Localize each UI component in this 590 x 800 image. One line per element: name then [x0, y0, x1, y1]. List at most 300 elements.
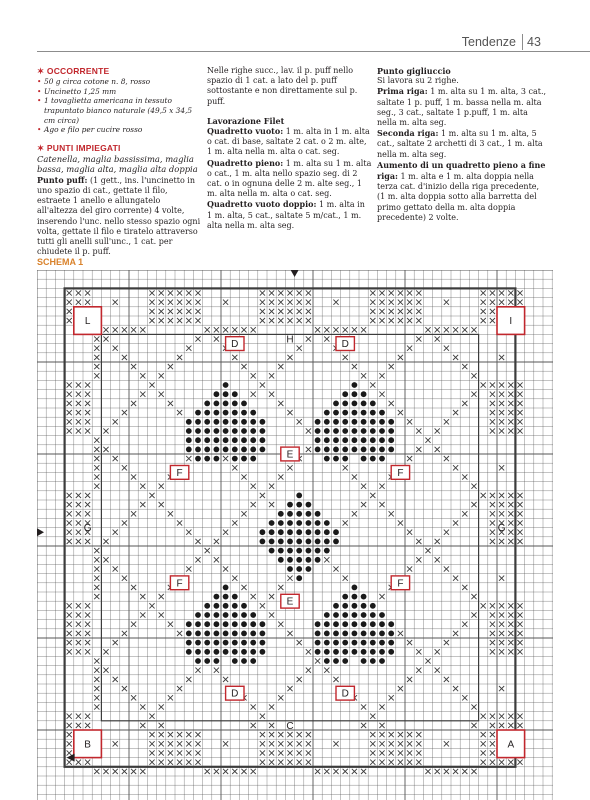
cross-stitch-mark — [85, 714, 90, 719]
filled-dot-mark — [269, 529, 275, 535]
cross-stitch-mark — [444, 327, 449, 332]
cross-stitch-mark — [517, 290, 522, 295]
filled-dot-mark — [260, 640, 266, 646]
filled-dot-mark — [315, 539, 321, 545]
cross-stitch-mark — [306, 750, 311, 755]
cross-stitch-mark — [324, 557, 329, 562]
cross-stitch-mark — [297, 677, 302, 682]
cross-stitch-mark — [67, 640, 72, 645]
cross-stitch-mark — [177, 686, 182, 691]
filled-dot-mark — [214, 391, 220, 397]
cross-stitch-mark — [131, 695, 136, 700]
cross-stitch-mark — [499, 640, 504, 645]
cross-stitch-mark — [94, 474, 99, 479]
cross-stitch-mark — [131, 364, 136, 369]
cross-stitch-mark — [471, 723, 476, 728]
cross-stitch-mark — [297, 309, 302, 314]
cross-stitch-mark — [407, 290, 412, 295]
cross-stitch-mark — [444, 769, 449, 774]
filled-dot-mark — [241, 649, 247, 655]
cross-stitch-mark — [499, 539, 504, 544]
cross-stitch-mark — [517, 530, 522, 535]
filled-dot-mark — [204, 640, 210, 646]
filled-dot-mark — [260, 649, 266, 655]
cross-stitch-mark — [287, 309, 292, 314]
cross-stitch-mark — [508, 511, 513, 516]
filled-dot-mark — [370, 428, 376, 434]
cross-stitch-mark — [140, 769, 145, 774]
cross-stitch-mark — [297, 750, 302, 755]
cross-stitch-mark — [287, 410, 292, 415]
filled-dot-mark — [324, 658, 330, 664]
filled-dot-mark — [388, 419, 394, 425]
filled-dot-mark — [250, 410, 256, 416]
filled-dot-mark — [361, 410, 367, 416]
cross-stitch-mark — [140, 704, 145, 709]
filled-dot-mark — [315, 447, 321, 453]
cross-stitch-mark — [306, 732, 311, 737]
cross-stitch-mark — [67, 631, 72, 636]
quadretto-doppio-paragraph: Quadretto vuoto doppio: 1 m. alta in 1 m. alta, 5 cat., saltate 5 m/cat., 1 m. alta nella m. alta seg. — [207, 199, 365, 230]
cross-stitch-mark — [306, 668, 311, 673]
filled-dot-mark — [315, 649, 321, 655]
cross-stitch-mark — [389, 760, 394, 765]
cross-stitch-mark — [416, 668, 421, 673]
filled-dot-mark — [342, 603, 348, 609]
cross-stitch-mark — [113, 769, 118, 774]
cross-stitch-mark — [195, 732, 200, 737]
cross-stitch-mark — [490, 290, 495, 295]
cross-stitch-mark — [195, 290, 200, 295]
cross-stitch-mark — [306, 447, 311, 452]
filled-dot-mark — [342, 658, 348, 664]
cross-stitch-mark — [168, 750, 173, 755]
cross-stitch-mark — [94, 658, 99, 663]
cross-stitch-mark — [490, 300, 495, 305]
cross-stitch-mark — [343, 576, 348, 581]
cross-stitch-mark — [278, 474, 283, 479]
filled-dot-mark — [287, 529, 293, 535]
cross-stitch-mark — [361, 484, 366, 489]
filled-dot-mark — [232, 447, 238, 453]
filled-dot-mark — [342, 391, 348, 397]
cross-stitch-mark — [149, 714, 154, 719]
filled-dot-mark — [324, 612, 330, 618]
filled-dot-mark — [324, 410, 330, 416]
cross-stitch-mark — [425, 548, 430, 553]
cross-stitch-mark — [113, 327, 118, 332]
cross-stitch-mark — [159, 760, 164, 765]
filled-dot-mark — [214, 410, 220, 416]
cross-stitch-mark — [186, 677, 191, 682]
cross-stitch-mark — [370, 732, 375, 737]
filled-dot-mark — [260, 437, 266, 443]
cross-stitch-mark — [481, 493, 486, 498]
filled-dot-mark — [342, 447, 348, 453]
cross-stitch-mark — [499, 300, 504, 305]
cross-stitch-mark — [508, 649, 513, 654]
filled-dot-mark — [324, 649, 330, 655]
cross-stitch-mark — [103, 327, 108, 332]
cross-stitch-mark — [103, 668, 108, 673]
cross-stitch-mark — [76, 511, 81, 516]
filled-dot-mark — [296, 502, 302, 508]
cross-stitch-mark — [131, 401, 136, 406]
filled-dot-mark — [214, 612, 220, 618]
filled-dot-mark — [241, 447, 247, 453]
cross-stitch-mark — [481, 732, 486, 737]
filled-dot-mark — [260, 529, 266, 535]
cross-stitch-mark — [389, 290, 394, 295]
chart-label: I — [509, 316, 513, 328]
cross-stitch-mark — [177, 318, 182, 323]
cross-stitch-mark — [94, 336, 99, 341]
cross-stitch-mark — [269, 612, 274, 617]
cross-stitch-mark — [76, 428, 81, 433]
filled-dot-mark — [342, 401, 348, 407]
filled-dot-mark — [333, 539, 339, 545]
filled-dot-mark — [232, 631, 238, 637]
cross-stitch-mark — [140, 392, 145, 397]
cross-stitch-mark — [490, 382, 495, 387]
cross-stitch-mark — [159, 741, 164, 746]
cross-stitch-mark — [168, 732, 173, 737]
filled-dot-mark — [388, 649, 394, 655]
cross-stitch-mark — [103, 447, 108, 452]
cross-stitch-mark — [67, 392, 72, 397]
filled-dot-mark — [333, 456, 339, 462]
cross-stitch-mark — [416, 732, 421, 737]
cross-stitch-mark — [85, 511, 90, 516]
cross-stitch-mark — [324, 769, 329, 774]
filled-dot-mark — [195, 428, 201, 434]
cross-stitch-mark — [370, 741, 375, 746]
filled-dot-mark — [260, 621, 266, 627]
cross-stitch-mark — [85, 622, 90, 627]
filled-dot-mark — [260, 447, 266, 453]
cross-stitch-mark — [490, 511, 495, 516]
cross-stitch-mark — [370, 382, 375, 387]
filled-dot-mark — [241, 612, 247, 618]
cross-stitch-mark — [67, 741, 72, 746]
filled-dot-mark — [186, 437, 192, 443]
cross-stitch-mark — [361, 704, 366, 709]
filled-dot-mark — [296, 557, 302, 563]
filled-dot-mark — [214, 621, 220, 627]
cross-stitch-mark — [85, 760, 90, 765]
cross-stitch-mark — [269, 760, 274, 765]
cross-stitch-mark — [343, 520, 348, 525]
cross-stitch-mark — [416, 760, 421, 765]
filled-dot-mark — [361, 594, 367, 600]
cross-stitch-mark — [113, 346, 118, 351]
cross-stitch-mark — [444, 346, 449, 351]
filled-dot-mark — [223, 612, 229, 618]
cross-stitch-mark — [149, 300, 154, 305]
cross-stitch-mark — [287, 300, 292, 305]
cross-stitch-mark — [490, 760, 495, 765]
cross-stitch-mark — [159, 612, 164, 617]
cross-stitch-mark — [398, 520, 403, 525]
punti-heading: ✶ PUNTI IMPIEGATI — [37, 142, 121, 153]
cross-stitch-mark — [195, 741, 200, 746]
cross-stitch-mark — [149, 732, 154, 737]
filled-dot-mark — [306, 502, 312, 508]
cross-stitch-mark — [499, 502, 504, 507]
filled-dot-mark — [352, 382, 358, 388]
cross-stitch-mark — [94, 594, 99, 599]
cross-stitch-mark — [379, 373, 384, 378]
chart-label: F — [176, 467, 183, 479]
cross-stitch-mark — [85, 631, 90, 636]
filled-dot-mark — [361, 419, 367, 425]
cross-stitch-mark — [269, 484, 274, 489]
cross-stitch-mark — [499, 622, 504, 627]
filled-dot-mark — [269, 539, 275, 545]
cross-stitch-mark — [131, 769, 136, 774]
filled-dot-mark — [379, 419, 385, 425]
cross-stitch-mark — [407, 760, 412, 765]
cross-stitch-mark — [517, 428, 522, 433]
cross-stitch-mark — [76, 603, 81, 608]
cross-stitch-mark — [333, 769, 338, 774]
cross-stitch-mark — [67, 732, 72, 737]
cross-stitch-mark — [76, 530, 81, 535]
cross-stitch-mark — [251, 704, 256, 709]
cross-stitch-mark — [407, 640, 412, 645]
cross-stitch-mark — [278, 364, 283, 369]
filled-dot-mark — [250, 658, 256, 664]
cross-stitch-mark — [223, 530, 228, 535]
cross-stitch-mark — [435, 447, 440, 452]
filled-dot-mark — [195, 410, 201, 416]
cross-stitch-mark — [517, 511, 522, 516]
cross-stitch-mark — [462, 769, 467, 774]
running-header — [440, 33, 590, 51]
cross-stitch-mark — [159, 309, 164, 314]
cross-stitch-mark — [471, 392, 476, 397]
cross-stitch-mark — [214, 769, 219, 774]
cross-stitch-mark — [278, 741, 283, 746]
cross-stitch-mark — [481, 741, 486, 746]
cross-stitch-mark — [490, 539, 495, 544]
cross-stitch-mark — [85, 649, 90, 654]
cross-stitch-mark — [315, 327, 320, 332]
cross-stitch-mark — [425, 327, 430, 332]
header-rule — [37, 51, 590, 52]
cross-stitch-mark — [324, 336, 329, 341]
chart-label: C — [286, 720, 294, 732]
cross-stitch-mark — [76, 631, 81, 636]
cross-stitch-mark — [232, 576, 237, 581]
cross-stitch-mark — [195, 309, 200, 314]
cross-stitch-mark — [499, 649, 504, 654]
filled-dot-mark — [306, 529, 312, 535]
cross-stitch-mark — [508, 603, 513, 608]
cross-stitch-mark — [103, 649, 108, 654]
cross-stitch-mark — [186, 290, 191, 295]
filled-dot-mark — [223, 391, 229, 397]
cross-stitch-mark — [168, 300, 173, 305]
cross-stitch-mark — [398, 760, 403, 765]
cross-stitch-mark — [159, 373, 164, 378]
cross-stitch-mark — [76, 382, 81, 387]
cross-stitch-mark — [278, 760, 283, 765]
cross-stitch-mark — [508, 714, 513, 719]
filled-dot-mark — [388, 621, 394, 627]
gigliuccio-heading: Punto gigliuccio — [377, 66, 451, 76]
list-item: • Ago e filo per cucire rosso — [37, 125, 202, 135]
list-item: • 1 tovaglietta americana in tessuto trapuntato bianco naturale (49,5 x 34,5 cm circa) — [37, 96, 202, 125]
aumento-paragraph: Aumento di un quadretto pieno a fine riga: 1 m. alta e 1 m. alta doppia nella terza cat. d'inizio della riga precedente, (1 m. alta doppia sotto alla barretta del primo gettato della m. alta doppia precedente) 2 volte. — [377, 159, 546, 222]
filled-dot-mark — [315, 631, 321, 637]
filled-dot-mark — [361, 428, 367, 434]
cross-stitch-mark — [269, 309, 274, 314]
filled-dot-mark — [296, 493, 302, 499]
materials-list — [37, 77, 202, 135]
cross-stitch-mark — [398, 300, 403, 305]
cross-stitch-mark — [398, 410, 403, 415]
cross-stitch-mark — [113, 677, 118, 682]
star-icon: ✶ — [37, 66, 47, 76]
cross-stitch-mark — [508, 401, 513, 406]
cross-stitch-mark — [435, 649, 440, 654]
filled-dot-mark — [241, 428, 247, 434]
cross-stitch-mark — [232, 520, 237, 525]
cross-stitch-mark — [287, 686, 292, 691]
filled-dot-mark — [241, 658, 247, 664]
filled-dot-mark — [324, 529, 330, 535]
filled-dot-mark — [315, 621, 321, 627]
cross-stitch-mark — [398, 750, 403, 755]
cross-stitch-mark — [260, 741, 265, 746]
cross-stitch-mark — [481, 300, 486, 305]
filled-dot-mark — [278, 529, 284, 535]
cross-stitch-mark — [76, 401, 81, 406]
cross-stitch-mark — [379, 392, 384, 397]
cross-stitch-mark — [471, 502, 476, 507]
filled-dot-mark — [333, 612, 339, 618]
filled-dot-mark — [370, 401, 376, 407]
filled-dot-mark — [388, 428, 394, 434]
filled-dot-mark — [342, 631, 348, 637]
cross-stitch-mark — [407, 566, 412, 571]
cross-stitch-mark — [287, 760, 292, 765]
filet-heading: Lavorazione Filet — [207, 115, 285, 126]
cross-stitch-mark — [508, 428, 513, 433]
filled-dot-mark — [379, 447, 385, 453]
cross-stitch-mark — [490, 392, 495, 397]
cross-stitch-mark — [508, 631, 513, 636]
filled-dot-mark — [361, 603, 367, 609]
cross-stitch-mark — [499, 612, 504, 617]
filled-dot-mark — [370, 640, 376, 646]
filled-dot-mark — [232, 428, 238, 434]
filled-dot-mark — [315, 640, 321, 646]
cross-stitch-mark — [416, 336, 421, 341]
cross-stitch-mark — [76, 612, 81, 617]
filled-dot-mark — [232, 391, 238, 397]
cross-stitch-mark — [241, 585, 246, 590]
cross-stitch-mark — [186, 750, 191, 755]
cross-stitch-mark — [251, 594, 256, 599]
filled-dot-mark — [287, 539, 293, 545]
cross-stitch-mark — [389, 732, 394, 737]
cross-stitch-mark — [223, 327, 228, 332]
filled-dot-mark — [324, 437, 330, 443]
cross-stitch-mark — [499, 382, 504, 387]
cross-stitch-mark — [425, 769, 430, 774]
cross-stitch-mark — [287, 631, 292, 636]
cross-stitch-mark — [517, 760, 522, 765]
cross-stitch-mark — [453, 576, 458, 581]
filled-dot-mark — [324, 621, 330, 627]
cross-stitch-mark — [499, 511, 504, 516]
cross-stitch-mark — [324, 668, 329, 673]
filled-dot-mark — [361, 640, 367, 646]
cross-stitch-mark — [232, 769, 237, 774]
cross-stitch-mark — [94, 346, 99, 351]
cross-stitch-mark — [462, 695, 467, 700]
filled-dot-mark — [250, 456, 256, 462]
cross-stitch-mark — [517, 622, 522, 627]
cross-stitch-mark — [269, 704, 274, 709]
cross-stitch-mark — [223, 300, 228, 305]
cross-stitch-mark — [195, 750, 200, 755]
cross-stitch-mark — [159, 750, 164, 755]
cross-stitch-mark — [407, 318, 412, 323]
cross-stitch-mark — [297, 346, 302, 351]
filled-dot-mark — [250, 428, 256, 434]
cross-stitch-mark — [490, 309, 495, 314]
cross-stitch-mark — [370, 714, 375, 719]
cross-stitch-mark — [149, 290, 154, 295]
filled-dot-mark — [214, 631, 220, 637]
filled-dot-mark — [260, 419, 266, 425]
cross-stitch-mark — [85, 428, 90, 433]
cross-stitch-mark — [140, 327, 145, 332]
cross-stitch-mark — [269, 732, 274, 737]
filled-dot-mark — [324, 419, 330, 425]
filled-dot-mark — [214, 456, 220, 462]
cross-stitch-mark — [508, 382, 513, 387]
cross-stitch-mark — [490, 502, 495, 507]
filled-dot-mark — [315, 511, 321, 517]
filled-dot-mark — [195, 631, 201, 637]
filled-dot-mark — [232, 456, 238, 462]
cross-stitch-mark — [85, 502, 90, 507]
cross-stitch-mark — [287, 318, 292, 323]
cross-stitch-mark — [297, 732, 302, 737]
filled-dot-mark — [214, 428, 220, 434]
cross-stitch-mark — [379, 318, 384, 323]
cross-stitch-mark — [122, 631, 127, 636]
filled-dot-mark — [379, 658, 385, 664]
cross-stitch-mark — [389, 401, 394, 406]
cross-stitch-mark — [471, 769, 476, 774]
cross-stitch-mark — [416, 428, 421, 433]
filet-chart — [37, 270, 553, 800]
cross-stitch-mark — [370, 493, 375, 498]
cross-stitch-mark — [76, 300, 81, 305]
cross-stitch-mark — [416, 290, 421, 295]
filled-dot-mark — [315, 529, 321, 535]
filled-dot-mark — [361, 437, 367, 443]
cross-stitch-mark — [195, 336, 200, 341]
filled-dot-mark — [379, 456, 385, 462]
cross-stitch-mark — [214, 557, 219, 562]
filled-dot-mark — [214, 603, 220, 609]
